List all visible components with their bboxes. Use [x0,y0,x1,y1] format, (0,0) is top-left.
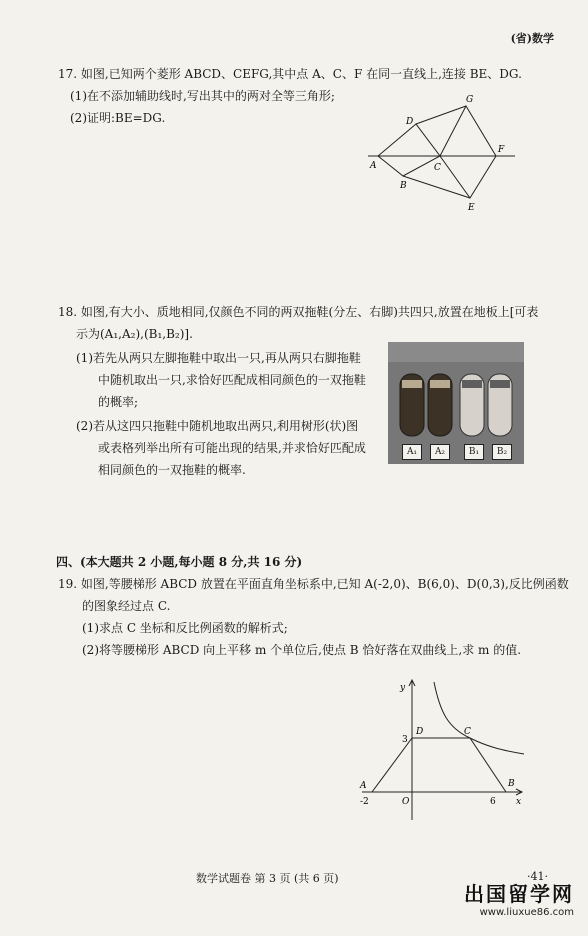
q18-part2-c: 相同颜色的一双拖鞋的概率. [98,463,246,477]
tick-6: 6 [490,797,496,807]
label-a: A [370,161,377,171]
q17-part2: (2)证明:BE=DG. [70,111,166,125]
watermark-url: www.liuxue86.com [479,907,574,918]
label-a: A [360,781,367,791]
q18-part2-a: (2)若从这四只拖鞋中随机地取出两只,利用树形(状)图 [76,419,359,433]
trapezoid-abcd [372,738,506,792]
q17-part1: (1)在不添加辅助线时,写出其中的两对全等三角形; [70,89,335,103]
slippers-photo [388,342,524,464]
q19-line1: 19. 如图,等腰梯形 ABCD 放置在平面直角坐标系中,已知 A(-2,0)、B(6,0)、D(0,3),反比例函数 [58,577,569,591]
label-g: G [466,95,474,105]
tick-3: 3 [402,735,408,745]
q19-line2: 的图象经过点 C. [82,599,171,613]
plate-b1: B₁ [464,444,484,460]
segment-be [403,176,470,198]
label-b: B [508,779,515,789]
x-axis-label: x [516,797,522,807]
q18-line2: 示为(A₁,A₂),(B₁,B₂)]. [76,327,193,341]
label-d: D [416,727,424,737]
subject-tag: (省)数学 [510,32,554,45]
q18-line1: 18. 如图,有大小、质地相同,仅颜色不同的两双拖鞋(分左、右脚)共四只,放置在地板上[可表 [58,305,539,319]
hyperbola-curve [434,682,524,754]
tick-neg2: -2 [360,797,369,807]
page-number: ·41· [527,870,548,883]
label-b: B [400,181,407,191]
watermark [464,878,574,918]
watermark-title: 出国留学网 [464,882,574,906]
section-4-title: 四、(本大题共 2 小题,每小题 8 分,共 16 分) [56,555,303,569]
q17-stem: 17. 如图,已知两个菱形 ABCD、CEFG,其中点 A、C、F 在同一直线上,连接 BE、DG. [58,67,522,81]
label-c: C [434,163,441,173]
page-footer: 数学试题卷 第 3 页 (共 6 页) [196,872,339,885]
q18-part1-c: 的概率; [98,395,139,409]
q19-part1: (1)求点 C 坐标和反比例函数的解析式; [82,621,288,635]
origin-label: O [402,797,410,807]
plate-b2: B₂ [492,444,512,460]
q19-part2: (2)将等腰梯形 ABCD 向上平移 m 个单位后,使点 B 恰好落在双曲线上,求 m 的值. [82,643,522,657]
y-axis-label: y [400,683,406,693]
label-e: E [468,203,475,213]
plate-a2: A₂ [430,444,450,460]
q18-part1-b: 中随机取出一只,求恰好匹配成相同颜色的一双拖鞋 [98,373,366,387]
rhombus-cefg [440,106,496,198]
label-f: F [498,145,505,155]
q18-part2-b: 或表格列举出所有可能出现的结果,并求恰好匹配成 [98,441,366,455]
q18-part1-a: (1)若先从两只左脚拖鞋中取出一只,再从两只右脚拖鞋 [76,351,361,365]
rhombus-figure [360,88,526,218]
rhombus-abcd [378,124,440,176]
plate-a1: A₁ [402,444,422,460]
label-d: D [406,117,414,127]
trapezoid-hyperbola-figure [340,672,530,822]
label-c: C [464,727,471,737]
